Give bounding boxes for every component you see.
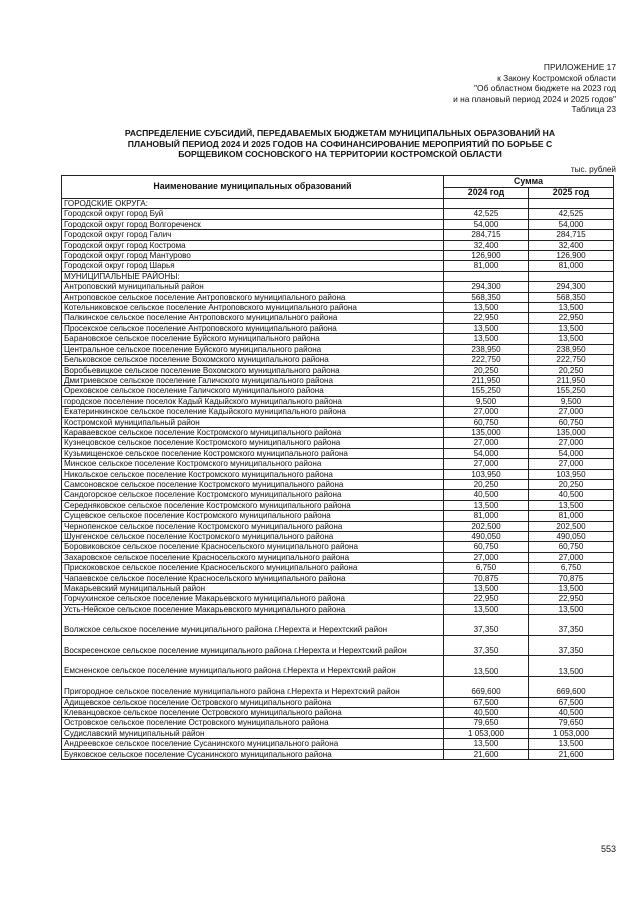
table-row <box>62 292 614 302</box>
header-sum: Сумма <box>444 176 614 188</box>
table-row <box>62 584 614 594</box>
amount-2025: 54,000 <box>529 448 614 458</box>
amount-2025 <box>529 271 614 281</box>
amount-2025: 60,750 <box>529 542 614 552</box>
amount-2024: 81,000 <box>444 511 529 521</box>
table-number: Таблица 23 <box>571 104 616 115</box>
table-body <box>62 199 614 760</box>
amount-2025: 103,950 <box>529 469 614 479</box>
table-row <box>62 677 614 698</box>
subsidy-table <box>61 175 614 760</box>
municipality-name: Бельковское сельское поселение Вохомского муниципального района <box>62 355 444 365</box>
table-row <box>62 521 614 531</box>
table-row <box>62 563 614 573</box>
municipality-name: Волжское сельское поселение муниципального района г.Нерехта и Нерехтский район <box>62 615 444 636</box>
table-row <box>62 594 614 604</box>
amount-2024: 13,500 <box>444 303 529 313</box>
amount-2024: 103,950 <box>444 469 529 479</box>
table-row <box>62 749 614 759</box>
municipality-name: Середняковское сельское поселение Костромского муниципального района <box>62 500 444 510</box>
table-row <box>62 718 614 728</box>
municipality-name: Горчухинское сельское поселение Макарьевского муниципального района <box>62 594 444 604</box>
amount-2024: 22,950 <box>444 594 529 604</box>
amount-2025: 155,250 <box>529 386 614 396</box>
amount-2025: 126,900 <box>529 251 614 261</box>
table-row <box>62 604 614 614</box>
amount-2025: 13,500 <box>529 739 614 749</box>
amount-2024: 13,500 <box>444 656 529 677</box>
table-row <box>62 261 614 271</box>
municipality-name: Палкинское сельское поселение Антроповского муниципального района <box>62 313 444 323</box>
amount-2024: 13,500 <box>444 604 529 614</box>
amount-2025: 284,715 <box>529 230 614 240</box>
table-row <box>62 511 614 521</box>
appendix-line-4: и на плановый период 2024 и 2025 годов" <box>453 93 616 104</box>
amount-2025: 294,300 <box>529 282 614 292</box>
amount-2024: 27,000 <box>444 407 529 417</box>
amount-2025: 20,250 <box>529 365 614 375</box>
amount-2024: 27,000 <box>444 552 529 562</box>
table-row <box>62 417 614 427</box>
amount-2024: 42,525 <box>444 209 529 219</box>
amount-2024: 202,500 <box>444 521 529 531</box>
amount-2025: 40,500 <box>529 490 614 500</box>
amount-2025: 20,250 <box>529 479 614 489</box>
municipality-name: Костромской муниципальный район <box>62 417 444 427</box>
amount-2025: 13,500 <box>529 604 614 614</box>
amount-2024: 211,950 <box>444 375 529 385</box>
municipality-name: Городской округ город Волгореченск <box>62 219 444 229</box>
municipality-name: Просекское сельское поселение Антроповского муниципального района <box>62 323 444 333</box>
amount-2024: 9,500 <box>444 396 529 406</box>
municipality-name: Шунгенское сельское поселение Костромского муниципального района <box>62 532 444 542</box>
municipality-name: Буяковское сельское поселение Сусанинского муниципального района <box>62 749 444 759</box>
amount-2024: 37,350 <box>444 615 529 636</box>
amount-2025: 13,500 <box>529 584 614 594</box>
amount-2025: 13,500 <box>529 500 614 510</box>
municipality-name: Городской округ город Кострома <box>62 240 444 250</box>
municipality-name: Городской округ город Буй <box>62 209 444 219</box>
amount-2024: 13,500 <box>444 584 529 594</box>
amount-2025: 70,875 <box>529 573 614 583</box>
municipality-name: Городской округ город Шарья <box>62 261 444 271</box>
amount-2025: 42,525 <box>529 209 614 219</box>
municipality-name: МУНИЦИПАЛЬНЫЕ РАЙОНЫ: <box>62 271 444 281</box>
amount-2025: 27,000 <box>529 407 614 417</box>
amount-2024: 60,750 <box>444 417 529 427</box>
table-row <box>62 615 614 636</box>
amount-2025: 37,350 <box>529 635 614 656</box>
amount-2024: 222,750 <box>444 355 529 365</box>
amount-2025: 1 053,000 <box>529 728 614 738</box>
amount-2024: 1 053,000 <box>444 728 529 738</box>
amount-2024: 20,250 <box>444 479 529 489</box>
municipality-name: Чернопенское сельское поселение Костромского муниципального района <box>62 521 444 531</box>
amount-2025: 568,350 <box>529 292 614 302</box>
municipality-name: Клеванцовское сельское поселение Островского муниципального района <box>62 708 444 718</box>
table-row <box>62 459 614 469</box>
amount-2025: 9,500 <box>529 396 614 406</box>
amount-2025: 81,000 <box>529 261 614 271</box>
page-number: 553 <box>600 844 616 854</box>
amount-2024: 70,875 <box>444 573 529 583</box>
amount-2025: 22,950 <box>529 313 614 323</box>
municipality-name: Прискоковское сельское поселение Красносельского муниципального района <box>62 563 444 573</box>
amount-2025 <box>529 199 614 209</box>
amount-2024: 67,500 <box>444 697 529 707</box>
table-row <box>62 303 614 313</box>
amount-2024: 81,000 <box>444 261 529 271</box>
amount-2025: 81,000 <box>529 511 614 521</box>
table-row <box>62 240 614 250</box>
amount-2024: 135,000 <box>444 427 529 437</box>
appendix-line-2: к Закону Костромской области <box>497 72 616 83</box>
amount-2025: 67,500 <box>529 697 614 707</box>
amount-2025: 135,000 <box>529 427 614 437</box>
table-row <box>62 375 614 385</box>
amount-2024: 20,250 <box>444 365 529 375</box>
amount-2024: 79,650 <box>444 718 529 728</box>
amount-2024: 54,000 <box>444 448 529 458</box>
municipality-name: Адищевское сельское поселение Островского муниципального района <box>62 697 444 707</box>
amount-2024: 238,950 <box>444 344 529 354</box>
amount-2025: 22,950 <box>529 594 614 604</box>
appendix-line-3: "Об областном бюджете на 2023 год <box>474 83 616 94</box>
municipality-name: Емсненское сельское поселение муниципального района г.Нерехта и Нерехтский район <box>62 656 444 677</box>
table-row <box>62 552 614 562</box>
amount-2025: 32,400 <box>529 240 614 250</box>
appendix-header <box>453 62 616 115</box>
title-line-3: БОРЩЕВИКОМ СОСНОВСКОГО НА ТЕРРИТОРИИ КОСТРОМСКОЙ ОБЛАСТИ <box>178 149 502 160</box>
amount-2024: 21,600 <box>444 749 529 759</box>
amount-2024: 40,500 <box>444 490 529 500</box>
amount-2024: 54,000 <box>444 219 529 229</box>
amount-2024: 27,000 <box>444 438 529 448</box>
table-row <box>62 396 614 406</box>
header-year-2024: 2024 год <box>444 187 529 199</box>
amount-2025: 54,000 <box>529 219 614 229</box>
table-row <box>62 407 614 417</box>
amount-2024: 155,250 <box>444 386 529 396</box>
amount-2025: 21,600 <box>529 749 614 759</box>
header-year-2025: 2025 год <box>529 187 614 199</box>
table-row <box>62 251 614 261</box>
table-row <box>62 708 614 718</box>
municipality-name: Котельниковское сельское поселение Антроповского муниципального района <box>62 303 444 313</box>
municipality-name: Островское сельское поселение Островского муниципального района <box>62 718 444 728</box>
amount-2024: 37,350 <box>444 635 529 656</box>
municipality-name: Самсоновское сельское поселение Костромского муниципального района <box>62 479 444 489</box>
municipality-name: Никольское сельское поселение Костромского муниципального района <box>62 469 444 479</box>
amount-2025: 222,750 <box>529 355 614 365</box>
municipality-name: городское поселение поселок Кадый Кадыйского муниципального района <box>62 396 444 406</box>
municipality-name: Захаровское сельское поселение Красносельского муниципального района <box>62 552 444 562</box>
table-row <box>62 739 614 749</box>
municipality-name: ГОРОДСКИЕ ОКРУГА: <box>62 199 444 209</box>
municipality-name: Макарьевский муниципальный район <box>62 584 444 594</box>
amount-2024: 284,715 <box>444 230 529 240</box>
municipality-name: Сущевское сельское поселение Костромского муниципального района <box>62 511 444 521</box>
amount-2024: 294,300 <box>444 282 529 292</box>
amount-2024: 126,900 <box>444 251 529 261</box>
municipality-name: Воробьевицкое сельское поселение Вохомского муниципального района <box>62 365 444 375</box>
municipality-name: Андреевское сельское поселение Сусанинского муниципального района <box>62 739 444 749</box>
amount-2025: 6,750 <box>529 563 614 573</box>
amount-2024: 27,000 <box>444 459 529 469</box>
amount-2024 <box>444 199 529 209</box>
municipality-name: Екатеринкинское сельское поселение Кадыйского муниципального района <box>62 407 444 417</box>
header-name: Наименование муниципальных образований <box>62 176 444 199</box>
section-row <box>62 271 614 281</box>
units-label: тыс. рублей <box>570 165 616 174</box>
table-row <box>62 334 614 344</box>
amount-2025: 37,350 <box>529 615 614 636</box>
amount-2024: 22,950 <box>444 313 529 323</box>
municipality-name: Боровиковское сельское поселение Красносельского муниципального района <box>62 542 444 552</box>
amount-2024: 13,500 <box>444 334 529 344</box>
table-row <box>62 728 614 738</box>
table-row <box>62 635 614 656</box>
amount-2025: 27,000 <box>529 459 614 469</box>
table-row <box>62 365 614 375</box>
municipality-name: Центральное сельское поселение Буйского муниципального района <box>62 344 444 354</box>
amount-2024: 60,750 <box>444 542 529 552</box>
amount-2025: 27,000 <box>529 552 614 562</box>
table-row <box>62 355 614 365</box>
amount-2024: 13,500 <box>444 323 529 333</box>
municipality-name: Сандогорское сельское поселение Костромского муниципального района <box>62 490 444 500</box>
appendix-line-1: ПРИЛОЖЕНИЕ 17 <box>543 62 616 72</box>
municipality-name: Судиславский муниципальный район <box>62 728 444 738</box>
document-title <box>60 128 620 160</box>
section-row <box>62 199 614 209</box>
amount-2025: 490,050 <box>529 532 614 542</box>
title-line-2: ПЛАНОВЫЙ ПЕРИОД 2024 И 2025 ГОДОВ НА СОФИНАНСИРОВАНИЕ МЕРОПРИЯТИЙ ПО БОРЬБЕ С <box>127 138 553 149</box>
amount-2024: 568,350 <box>444 292 529 302</box>
table-row <box>62 532 614 542</box>
amount-2025: 669,600 <box>529 677 614 698</box>
table-row <box>62 209 614 219</box>
table-row <box>62 469 614 479</box>
table-row <box>62 542 614 552</box>
table-row <box>62 282 614 292</box>
municipality-name: Пригородное сельское поселение муниципального района г.Нерехта и Нерехтский район <box>62 677 444 698</box>
amount-2025: 13,500 <box>529 656 614 677</box>
amount-2025: 211,950 <box>529 375 614 385</box>
table-row <box>62 490 614 500</box>
table-row <box>62 313 614 323</box>
amount-2025: 79,650 <box>529 718 614 728</box>
table-row <box>62 427 614 437</box>
table-row <box>62 323 614 333</box>
amount-2025: 60,750 <box>529 417 614 427</box>
table-row <box>62 230 614 240</box>
municipality-name: Чапаевское сельское поселение Красносельского муниципального района <box>62 573 444 583</box>
amount-2025: 27,000 <box>529 438 614 448</box>
amount-2025: 13,500 <box>529 303 614 313</box>
municipality-name: Городской округ город Мантурово <box>62 251 444 261</box>
municipality-name: Ореховское сельское поселение Галичского муниципального района <box>62 386 444 396</box>
municipality-name: Антроповский муниципальный район <box>62 282 444 292</box>
municipality-name: Барановское сельское поселение Буйского муниципального района <box>62 334 444 344</box>
table-row <box>62 386 614 396</box>
amount-2024: 490,050 <box>444 532 529 542</box>
municipality-name: Минское сельское поселение Костромского муниципального района <box>62 459 444 469</box>
municipality-name: Кузьмищенское сельское поселение Костромского муниципального района <box>62 448 444 458</box>
amount-2025: 202,500 <box>529 521 614 531</box>
amount-2025: 40,500 <box>529 708 614 718</box>
amount-2024: 40,500 <box>444 708 529 718</box>
amount-2024: 32,400 <box>444 240 529 250</box>
table-row <box>62 697 614 707</box>
municipality-name: Караваевское сельское поселение Костромского муниципального района <box>62 427 444 437</box>
municipality-name: Дмитриевское сельское поселение Галичского муниципального района <box>62 375 444 385</box>
amount-2024 <box>444 271 529 281</box>
table-row <box>62 219 614 229</box>
amount-2025: 13,500 <box>529 323 614 333</box>
table-row <box>62 573 614 583</box>
table-row <box>62 479 614 489</box>
table-row <box>62 500 614 510</box>
municipality-name: Антроповское сельское поселение Антроповского муниципального района <box>62 292 444 302</box>
amount-2024: 6,750 <box>444 563 529 573</box>
amount-2025: 13,500 <box>529 334 614 344</box>
amount-2024: 669,600 <box>444 677 529 698</box>
municipality-name: Городской округ город Галич <box>62 230 444 240</box>
table-row <box>62 448 614 458</box>
municipality-name: Кузнецовское сельское поселение Костромского муниципального района <box>62 438 444 448</box>
amount-2024: 13,500 <box>444 500 529 510</box>
municipality-name: Воскресенское сельское поселение муниципального района г.Нерехта и Нерехтский район <box>62 635 444 656</box>
amount-2025: 238,950 <box>529 344 614 354</box>
municipality-name: Усть-Нейское сельское поселение Макарьевского муниципального района <box>62 604 444 614</box>
title-line-1: РАСПРЕДЕЛЕНИЕ СУБСИДИЙ, ПЕРЕДАВАЕМЫХ БЮДЖЕТАМ МУНИЦИПАЛЬНЫХ ОБРАЗОВАНИЙ НА <box>124 128 556 138</box>
table-row <box>62 344 614 354</box>
table-row <box>62 438 614 448</box>
amount-2024: 13,500 <box>444 739 529 749</box>
table-row <box>62 656 614 677</box>
